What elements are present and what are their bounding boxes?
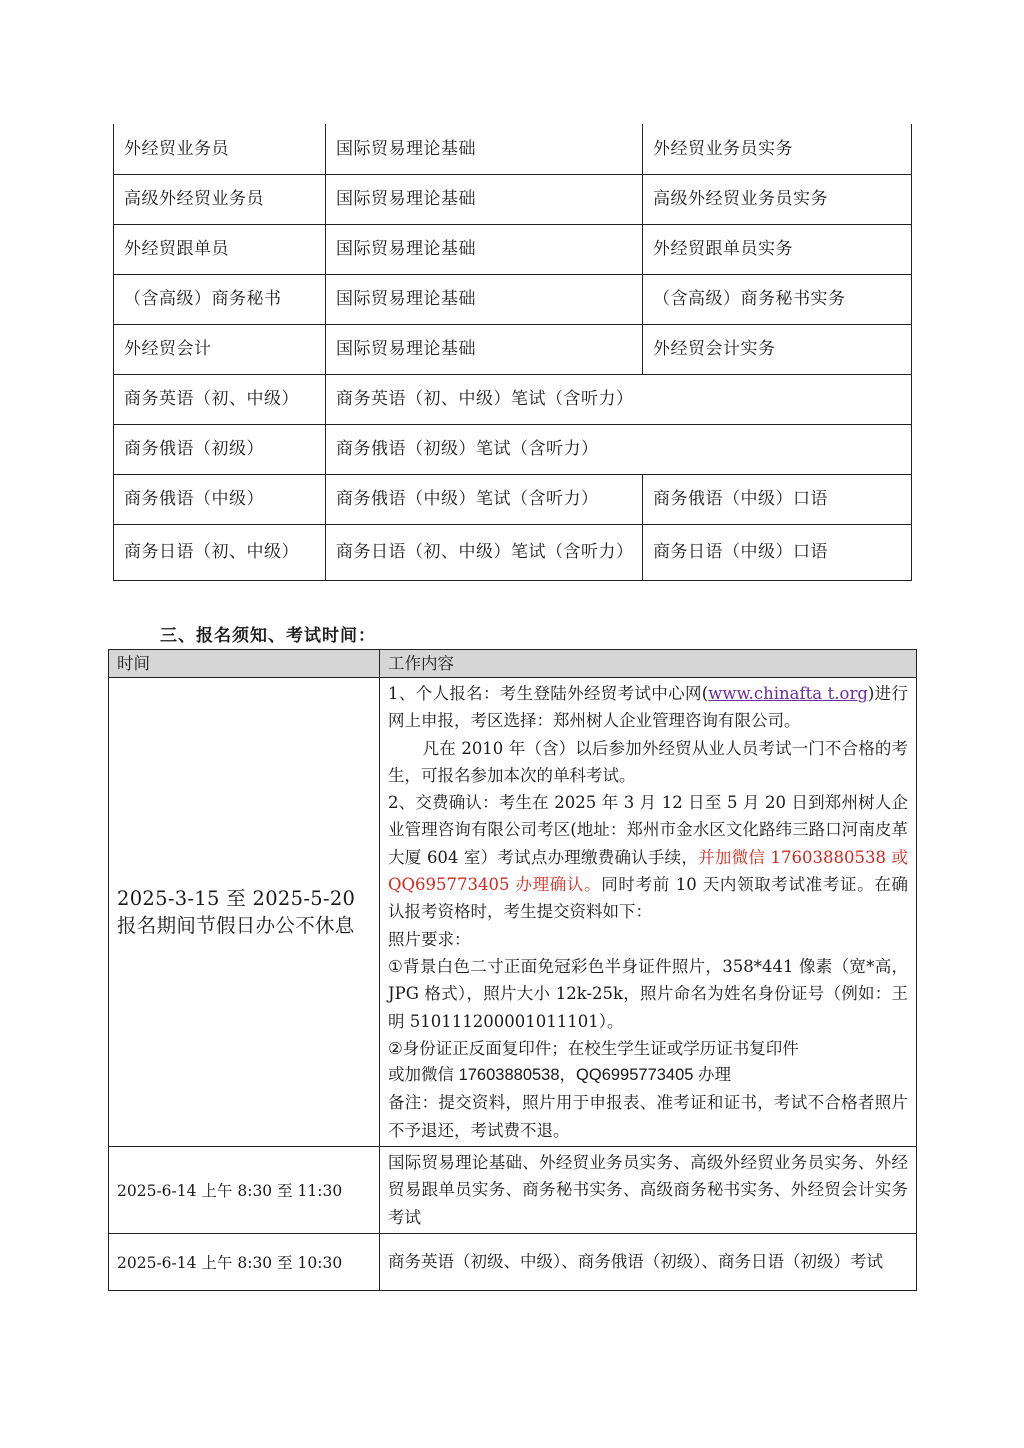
photo-title: 照片要求： (388, 929, 471, 949)
list-item: ①背景白色二寸正面免冠彩色半身证件照片，358*441 像素（宽*高，JPG 格式），照片大小 12k-25k，照片命名为姓名身份证号（例如：王明 510111200001011101）。 (388, 956, 908, 1031)
list-item: ②身份证正反面复印件；在校生学生证或学历证书复印件 (388, 1038, 799, 1058)
table-cell: 商务英语（初、中级）笔试（含听力） (326, 374, 912, 424)
exam-time-cell: 2025-6-14 上午 8:30 至 11:30 (109, 1147, 380, 1234)
table-row (114, 274, 912, 324)
registration-time-cell (109, 678, 380, 1147)
table-row (109, 678, 917, 1147)
table-cell: 国际贸易理论基础 (326, 274, 643, 324)
exam-content-cell: 商务英语（初级、中级）、商务俄语（初级）、商务日语（初级）考试 (380, 1233, 917, 1290)
table-row (114, 224, 912, 274)
contact-line: 或加微信 17603880538，QQ6995773405 办理 (388, 1066, 732, 1085)
table-cell: 商务俄语（初级） (114, 424, 326, 474)
exam-center-link[interactable]: www.chinafta t.org (708, 684, 868, 703)
table-cell: 商务英语（初、中级） (114, 374, 326, 424)
table-cell: 外经贸跟单员 (114, 224, 326, 274)
table-cell: （含高级）商务秘书 (114, 274, 326, 324)
table-cell: 高级外经贸业务员实务 (643, 174, 912, 224)
table-row (109, 1147, 917, 1234)
holiday-note: 报名期间节假日办公不休息 (117, 914, 355, 938)
column-header-content: 工作内容 (380, 650, 917, 678)
registration-content-cell (380, 678, 917, 1147)
table-header-row (109, 650, 917, 678)
table-row (114, 374, 912, 424)
exam-time-cell: 2025-6-14 上午 8:30 至 10:30 (109, 1233, 380, 1290)
table-cell: 商务俄语（中级）笔试（含听力） (326, 474, 643, 524)
table-cell: 外经贸跟单员实务 (643, 224, 912, 274)
wechat-contact-note: 并加微信 17603880538 或 QQ695773405 办理确认。 (388, 847, 909, 895)
subject-table (113, 124, 912, 581)
table-cell: 国际贸易理论基础 (326, 124, 643, 174)
table-row (109, 1233, 917, 1290)
paragraph: 1、个人报名：考生登陆外经贸考试中心网(www.chinafta t.org)进行网上申报，考区选择：郑州树人企业管理咨询有限公司。 (388, 684, 909, 731)
table-cell: 商务俄语（中级） (114, 474, 326, 524)
table-cell: （含高级）商务秘书实务 (643, 274, 912, 324)
table-row (114, 524, 912, 580)
schedule-table (108, 649, 917, 1291)
table-cell: 商务日语（中级）口语 (643, 524, 912, 580)
table-row (114, 174, 912, 224)
table-cell: 商务日语（初、中级） (114, 524, 326, 580)
table-cell: 商务俄语（初级）笔试（含听力） (326, 424, 912, 474)
table-row (114, 124, 912, 174)
table-cell: 外经贸业务员实务 (643, 124, 912, 174)
table-row (114, 474, 912, 524)
table-row (114, 324, 912, 374)
table-cell: 商务俄语（中级）口语 (643, 474, 912, 524)
table-cell: 国际贸易理论基础 (326, 224, 643, 274)
table-row (114, 424, 912, 474)
table-cell: 外经贸业务员 (114, 124, 326, 174)
circled-one-icon: ① (388, 956, 404, 976)
paragraph: 2、交费确认：考生在 2025 年 3 月 12 日至 5 月 20 日到郑州树人企业管理咨询有限公司考区(地址：郑州市金水区文化路纬三路口河南皮革大厦 604 室）考试点办理缴费确认手续，并加微信 17603880538 或 QQ695773405 办理确认。同时考前 10 天内领取考试准考证。在确认报考资格时，考生提交资料如下： (388, 793, 909, 922)
circled-two-icon: ② (388, 1038, 403, 1058)
registration-period: 2025-3-15 至 2025-5-20 (117, 887, 356, 911)
table-cell: 国际贸易理论基础 (326, 174, 643, 224)
paragraph: 凡在 2010 年（含）以后参加外经贸从业人员考试一门不合格的考生，可报名参加本次的单科考试。 (388, 738, 908, 785)
table-cell: 国际贸易理论基础 (326, 324, 643, 374)
table-cell: 高级外经贸业务员 (114, 174, 326, 224)
table-cell: 外经贸会计实务 (643, 324, 912, 374)
note: 备注：提交资料，照片用于申报表、准考证和证书，考试不合格者照片不予退还，考试费不退。 (388, 1093, 908, 1140)
table-cell: 商务日语（初、中级）笔试（含听力） (326, 524, 643, 580)
exam-content-cell: 国际贸易理论基础、外经贸业务员实务、高级外经贸业务员实务、外经贸易跟单员实务、商务秘书实务、高级商务秘书实务、外经贸会计实务考试 (380, 1147, 917, 1234)
section-heading: 三、报名须知、考试时间： (160, 626, 376, 646)
table-cell: 外经贸会计 (114, 324, 326, 374)
column-header-time: 时间 (109, 650, 380, 678)
